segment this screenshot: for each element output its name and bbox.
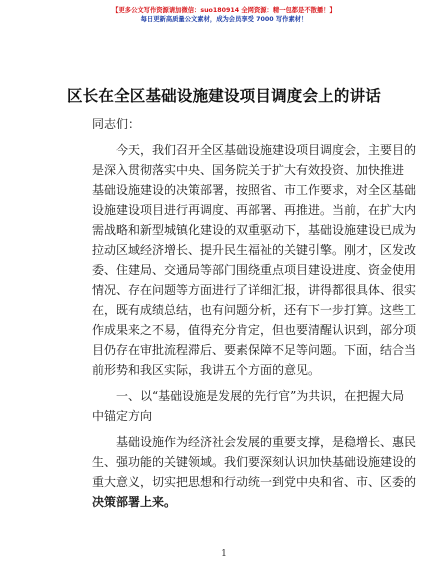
- document-title: 区长在全区基础设施建设项目调度会上的讲话: [66, 87, 381, 105]
- body-line: 生、强功能的关键领域。我们要深刻认识加快基础设施建设的: [92, 455, 417, 469]
- body-line: 情况、存在问题等方面进行了详细汇报，讲得都很具体、很实: [92, 283, 417, 297]
- body-line: 设施建设项目进行再调度、再部署、再推进。当前，在扩大内: [92, 203, 417, 217]
- body-line: 前形势和我区实际，我讲五个方面的意见。: [92, 363, 321, 377]
- body-line: 拉动区域经济增长、提升民生福祉的关键引擎。刚才，区发改: [92, 243, 417, 257]
- promo-line-wechat: 【更多公文写作资源请加微信：suo180914 全网资源：精一包都是不散播！】: [112, 7, 336, 14]
- section-heading-line: 中锚定方向: [92, 409, 153, 423]
- body-line: 重大意义，切实把思想和行动统一到党中央和省、市、区委的: [92, 475, 417, 489]
- page-number: 1: [221, 549, 227, 559]
- body-line: 目仍存在审批流程滞后、要素保障不足等问题。下面，结合当: [92, 343, 417, 357]
- promo-line-membership: 每日更新高质量公文素材，成为会员享受 7000 写作素材！: [140, 16, 308, 23]
- body-line: 基础设施建设的决策部署，按照省、市工作要求，对全区基础: [92, 183, 417, 197]
- body-line-emphasis: 决策部署上来。: [92, 495, 177, 509]
- section-heading-line: 一、以“基础设施是发展的先行官”为共识，在把握大局: [116, 389, 405, 403]
- body-line: 基础设施作为经济社会发展的重要支撑，是稳增长、惠民: [116, 435, 417, 449]
- salutation: 同志们：: [92, 117, 141, 131]
- body-line: 作成果来之不易，值得充分肯定，但也要清醒认识到，部分项: [92, 323, 417, 337]
- body-line: 委、住建局、交通局等部门围绕重点项目建设进度、资金使用: [92, 263, 417, 277]
- body-line: 是深入贯彻落实中央、国务院关于扩大有效投资、加快推进: [92, 163, 405, 177]
- promo-header: [0, 6, 448, 24]
- body-line: 在，既有成绩总结，也有问题分析，还有下一步打算。这些工: [92, 303, 417, 317]
- body-line: 需战略和新型城镇化建设的双重驱动下，基础设施建设已成为: [92, 223, 417, 237]
- body-line: 今天，我们召开全区基础设施建设项目调度会，主要目的: [116, 143, 417, 157]
